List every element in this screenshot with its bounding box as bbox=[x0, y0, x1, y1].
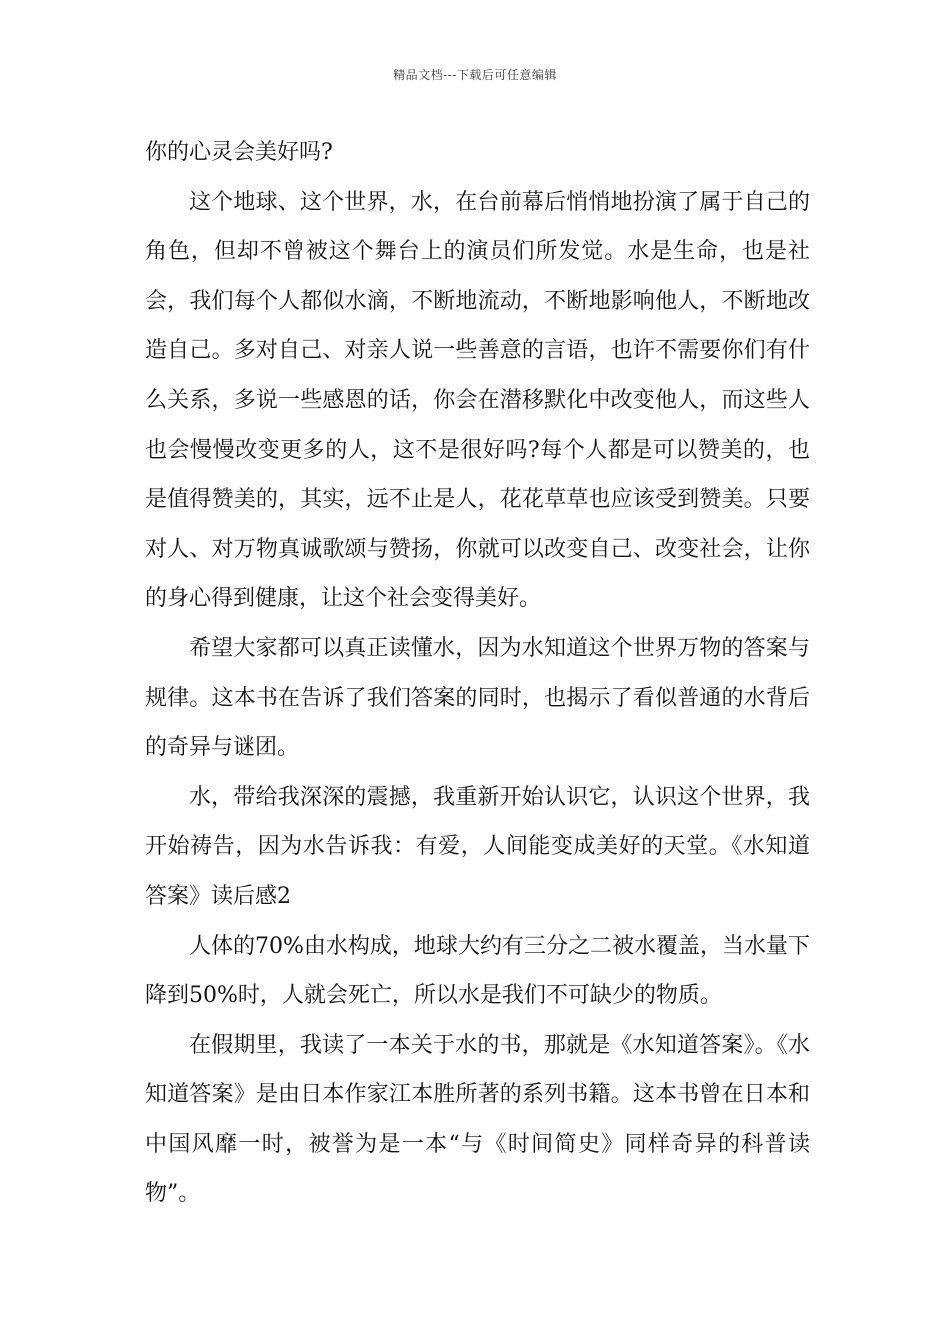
paragraph: 希望大家都可以真正读懂水，因为水知道这个世界万物的答案与规律。这本书在告诉了我们答案的同时，也揭示了看似普通的水背后的奇异与谜团。 bbox=[145, 635, 810, 761]
paragraph-continuation: 你的心灵会美好吗? bbox=[145, 140, 333, 165]
page-header: 精品文档---下载后可任意编辑 bbox=[393, 68, 557, 82]
paragraph: 人体的70%由水构成，地球大约有三分之二被水覆盖，当水量下降到50%时，人就会死亡，所以水是我们不可缺少的物质。 bbox=[145, 933, 810, 1009]
document-body bbox=[145, 128, 810, 1219]
paragraph: 这个地球、这个世界，水，在台前幕后悄悄地扮演了属于自己的角色，但却不曾被这个舞台上的演员们所发觉。水是生命，也是社会，我们每个人都似水滴，不断地流动，不断地影响他人，不断地改造自己。多对自己、对亲人说一些善意的言语，也许不需要你们有什么关系，多说一些感恩的话，你会在潜移默化中改变他人，而这些人也会慢慢改变更多的人，这不是很好吗?每个人都是可以赞美的，也是值得赞美的，其实，远不止是人，花花草草也应该受到赞美。只要对人、对万物真诚歌颂与赞扬，你就可以改变自己、改变社会，让你的身心得到健康，让这个社会变得美好。 bbox=[145, 189, 810, 612]
paragraph: 水，带给我深深的震撼，我重新开始认识它，认识这个世界，我开始祷告，因为水告诉我：有爱，人间能变成美好的天堂。《水知道答案》读后感2 bbox=[145, 784, 810, 909]
paragraph: 在假期里，我读了一本关于水的书，那就是《水知道答案》。《水知道答案》是由日本作家江本胜所著的系列书籍。这本书曾在日本和中国风靡一时，被誉为是一本“与《时间简史》同样奇异的科普读物”。 bbox=[145, 1032, 810, 1207]
